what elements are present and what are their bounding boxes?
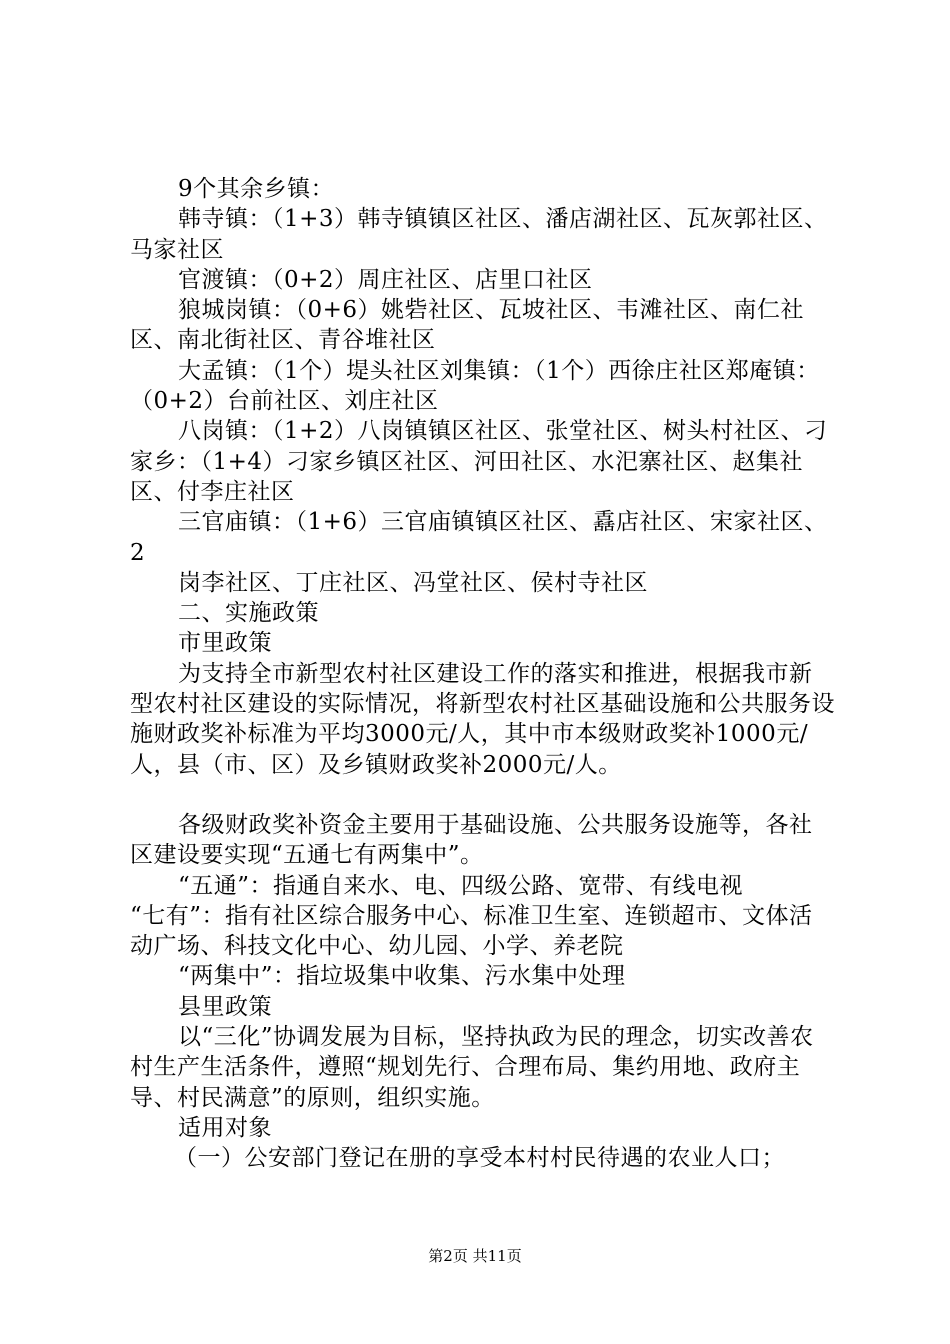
paragraph: 韩寺镇：（1+3）韩寺镇镇区社区、潘店湖社区、瓦灰郭社区、马家社区 bbox=[130, 206, 828, 263]
subsection-heading: 县里政策 bbox=[178, 993, 272, 1020]
section-heading: 二、实施政策 bbox=[178, 600, 319, 627]
paragraph: 大孟镇：（1个）堤头社区刘集镇：（1个）西徐庄社区郑庵镇：（0+2）台前社区、刘庄社区 bbox=[130, 357, 820, 415]
paragraph: 9个其余乡镇： bbox=[178, 176, 335, 202]
page-footer: 第2页 共11页 bbox=[428, 1247, 522, 1265]
paragraph: “五通”：指通自来水、电、四级公路、宽带、有线电视 bbox=[178, 872, 744, 899]
paragraph: “两集中”：指垃圾集中收集、污水集中处理 bbox=[178, 963, 626, 990]
document-body bbox=[130, 174, 835, 1174]
paragraph: 狼城岗镇：（0+6）姚砦社区、瓦坡社区、韦滩社区、南仁社区、南北街社区、青谷堆社区 bbox=[130, 297, 805, 354]
paragraph: “七有”：指有社区综合服务中心、标准卫生室、连锁超市、文体活动广场、科技文化中心、幼儿园、小学、养老院 bbox=[130, 902, 813, 960]
paragraph: 八岗镇：（1+2）八岗镇镇区社区、张堂社区、树头村社区、刁家乡：（1+4）刁家乡镇区社区、河田社区、水汜寨社区、赵集社区、付李庄社区 bbox=[130, 418, 828, 505]
paragraph: 三官庙镇：（1+6）三官庙镇镇区社区、舙店社区、宋家社区、2 bbox=[130, 509, 828, 566]
paragraph: 以“三化”协调发展为目标，坚持执政为民的理念，切实改善农村生产生活条件，遵照“规划先行、合理布局、集约用地、政府主导、村民满意”的原则，组织实施。 bbox=[130, 1024, 814, 1111]
paragraph: （一）公安部门登记在册的享受本村村民待遇的农业人口； bbox=[174, 1145, 785, 1172]
paragraph: 官渡镇：（0+2）周庄社区、店里口社区 bbox=[178, 266, 593, 293]
paragraph: 岗李社区、丁庄社区、冯堂社区、侯村寺社区 bbox=[178, 569, 648, 596]
paragraph: 各级财政奖补资金主要用于基础设施、公共服务设施等，各社区建设要实现“五通七有两集中”。 bbox=[130, 811, 813, 869]
subsection-heading: 市里政策 bbox=[178, 630, 272, 657]
paragraph: 为支持全市新型农村社区建设工作的落实和推进，根据我市新型农村社区建设的实际情况，将新型农村社区基础设施和公共服务设施财政奖补标准为平均3000元/人，其中市本级财政奖补1000元/人，县（市、区）及乡镇财政奖补2000元/人。 bbox=[130, 660, 835, 778]
subsection-heading: 适用对象 bbox=[178, 1114, 272, 1141]
